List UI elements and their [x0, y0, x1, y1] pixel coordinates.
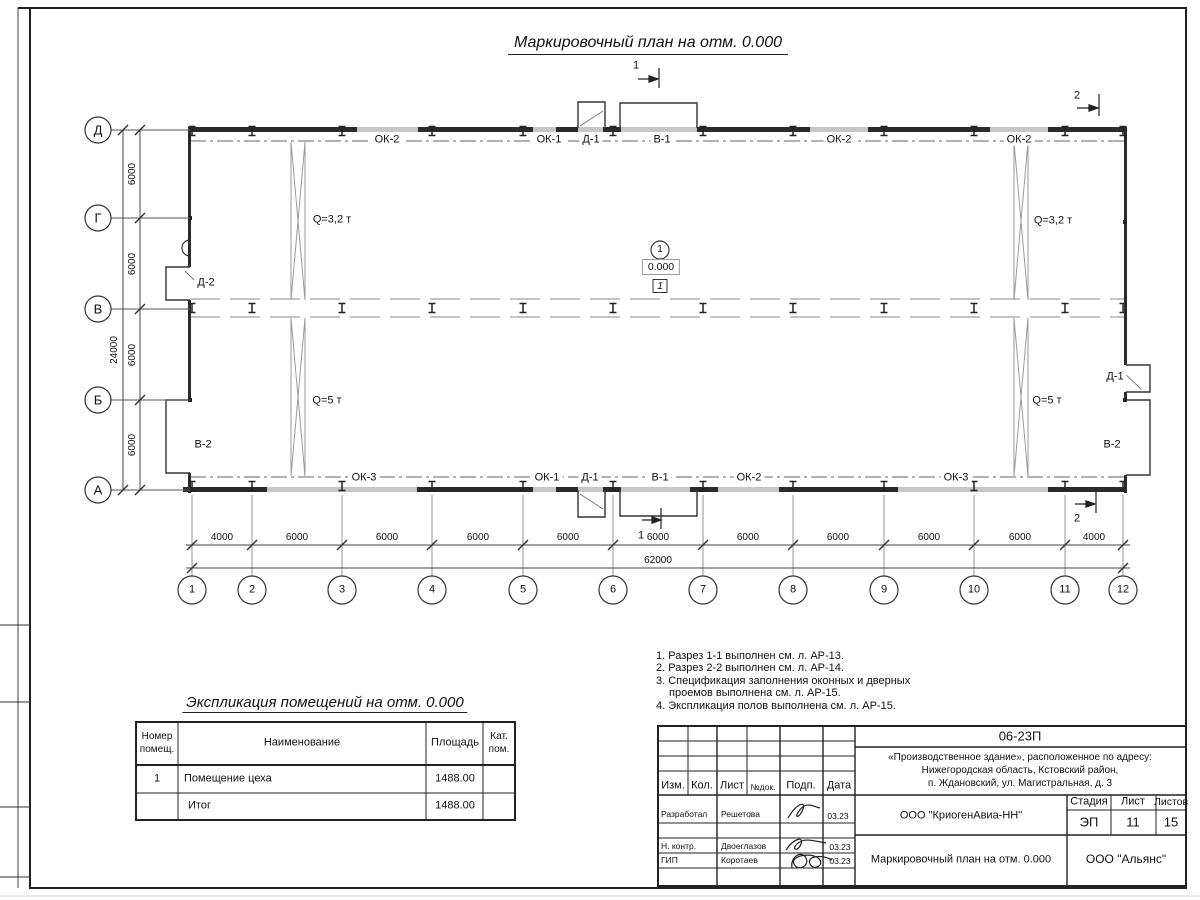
- sheet-label: Лист: [1121, 795, 1145, 808]
- room-tag: 1: [653, 279, 668, 293]
- axis-number: 9: [880, 583, 888, 596]
- notes-block: [656, 650, 910, 712]
- crane-capacity-label: Q=3,2 т: [1033, 214, 1073, 227]
- axis-number: 12: [1116, 583, 1130, 596]
- stage-value: ЭП: [1079, 814, 1099, 830]
- stamp-date: 03.23: [827, 810, 849, 821]
- note-line: 3. Спецификация заполнения оконных и дверных: [656, 674, 911, 687]
- stamp-role: ГИП: [661, 854, 678, 865]
- signature-dvoeglazov: [786, 839, 826, 850]
- dim-value: 6000: [466, 532, 490, 543]
- stage-label: Стадия: [1070, 795, 1108, 808]
- sheet-value: 11: [1126, 814, 1140, 830]
- axis-number: 3: [338, 583, 346, 596]
- dim-value: 6000: [556, 532, 580, 543]
- gate-label: В-2: [191, 440, 214, 451]
- door-vestibules: [166, 102, 1150, 517]
- table-header: пом.: [488, 744, 510, 755]
- dim-value: 6000: [736, 532, 760, 543]
- table-header: Площадь: [431, 736, 479, 749]
- gate-label: В-1: [648, 473, 671, 484]
- dim-value: 6000: [1008, 532, 1032, 543]
- elevation-mark: 0.000: [642, 259, 680, 275]
- stamp-date: 03.23: [829, 855, 851, 866]
- axis-letter: Б: [93, 392, 103, 408]
- signature-reshetova: [788, 804, 820, 818]
- explication-title: Экспликация помещений на отм. 0.000: [182, 695, 467, 713]
- axis-number: 5: [519, 583, 527, 596]
- dim-value: 6000: [375, 532, 399, 543]
- crane-capacity-label: Q=3,2 т: [312, 213, 352, 226]
- dim-value: 6000: [826, 532, 850, 543]
- window-label: ОК-2: [1004, 135, 1035, 146]
- window-label: ОК-3: [349, 473, 380, 484]
- stamp-header: Лист: [720, 779, 744, 792]
- room-number: 1: [657, 244, 663, 255]
- org-name: ООО "Альянс": [1085, 852, 1167, 866]
- doc-number: 06-23П: [998, 728, 1042, 744]
- gate-label: В-1: [650, 135, 673, 146]
- stamp-date: 03.23: [829, 841, 851, 852]
- table-header: Кат.: [490, 731, 508, 742]
- stamp-header: Кол.: [691, 779, 713, 792]
- column-symbols: [189, 127, 1127, 491]
- door-label: Д-1: [1103, 372, 1126, 383]
- drawing-name: Маркировочный план на отм. 0.000: [870, 853, 1052, 866]
- note-line: проемов выполнена см. л. АР-15.: [669, 687, 841, 700]
- dim-value: 6000: [127, 162, 138, 186]
- sheets-value: 15: [1163, 814, 1179, 830]
- dim-total: 62000: [644, 555, 672, 566]
- stamp-role: Н. контр.: [661, 840, 697, 851]
- axis-letter: А: [93, 482, 103, 498]
- axis-number: 2: [248, 583, 256, 596]
- axis-lines: [190, 141, 1126, 477]
- section-mark-label: 2: [1073, 512, 1081, 525]
- note-line: 4. Экспликация полов выполнена см. л. АР-15.: [656, 699, 896, 712]
- door-label: Д-1: [579, 135, 602, 146]
- crane-capacity-label: Q=5 т: [312, 394, 342, 407]
- dim-value: 4000: [1082, 532, 1106, 543]
- window-label: ОК-2: [734, 473, 765, 484]
- axis-letter: Г: [94, 210, 102, 226]
- crane-braces: [291, 142, 1028, 476]
- axis-number: 10: [967, 583, 981, 596]
- section-mark-label: 1: [637, 529, 645, 542]
- section-mark-label: 1: [632, 59, 640, 72]
- drawing-title: Маркировочный план на отм. 0.000: [508, 35, 788, 55]
- building-walls: [183, 127, 1127, 493]
- axis-number: 4: [428, 583, 436, 596]
- window-label: ОК-3: [941, 473, 972, 484]
- axis-number: 7: [699, 583, 707, 596]
- table-header: Номер: [141, 731, 173, 742]
- dim-value: 6000: [285, 532, 309, 543]
- table-header: Наименование: [263, 736, 341, 749]
- table-cell: 1: [153, 772, 161, 785]
- dim-total: 24000: [109, 336, 120, 364]
- window-label: ОК-2: [824, 135, 855, 146]
- signatures: [786, 804, 832, 868]
- project-address: Нижегородская область, Кстовский район,: [921, 765, 1119, 776]
- company-name: ООО "КриогенАвиа-НН": [899, 809, 1023, 822]
- window-label: ОК-2: [372, 135, 403, 146]
- table-cell: 1488.00: [435, 772, 475, 785]
- stamp-header: Дата: [826, 779, 852, 792]
- dim-value: 4000: [210, 532, 234, 543]
- table-cell: Итог: [188, 799, 211, 812]
- axis-number: 8: [789, 583, 797, 596]
- note-line: 1. Разрез 1-1 выполнен см. л. АР-13.: [656, 650, 844, 662]
- project-address: «Производственное здание», расположенное по адресу:: [888, 752, 1152, 763]
- stamp-name: Решетова: [721, 808, 760, 819]
- note-line: 2. Разрез 2-2 выполнен см. л. АР-14.: [656, 662, 844, 675]
- door-label: Д-1: [578, 473, 601, 484]
- window-label: ОК-1: [532, 473, 563, 484]
- dim-value: 6000: [127, 252, 138, 276]
- sheets-label: Листов: [1153, 795, 1189, 808]
- door-label: Д-2: [194, 278, 217, 289]
- stamp-header: Изм.: [661, 779, 685, 792]
- stamp-header: №док.: [750, 781, 776, 792]
- side-stamp: [0, 625, 30, 877]
- dim-value: 6000: [127, 343, 138, 367]
- dim-value: 6000: [917, 532, 941, 543]
- crane-capacity-label: Q=5 т: [1032, 394, 1062, 407]
- axis-letter: Д: [93, 122, 103, 138]
- gate-label: В-2: [1100, 440, 1123, 451]
- axis-number: 6: [609, 583, 617, 596]
- signature-korotaev: [792, 854, 832, 868]
- stamp-name: Коротаев: [721, 854, 758, 865]
- table-cell: Помещение цеха: [184, 772, 272, 785]
- window-label: ОК-1: [534, 135, 565, 146]
- project-address: п. Ждановский, ул. Магистральная, д. 3: [927, 778, 1113, 789]
- dim-value: 6000: [127, 433, 138, 457]
- axis-letter: В: [93, 301, 103, 317]
- axis-number: 1: [188, 583, 196, 596]
- stamp-header: Подп.: [786, 779, 816, 792]
- stamp-name: Двоеглазов: [721, 840, 767, 851]
- table-cell: 1488.00: [435, 799, 475, 812]
- table-header: помещ.: [139, 744, 175, 755]
- axis-number: 11: [1059, 583, 1071, 596]
- stamp-role: Разработал: [661, 808, 708, 819]
- axis-circles: [85, 117, 1137, 604]
- section-mark-label: 2: [1073, 89, 1081, 102]
- dim-value: 6000: [646, 532, 670, 543]
